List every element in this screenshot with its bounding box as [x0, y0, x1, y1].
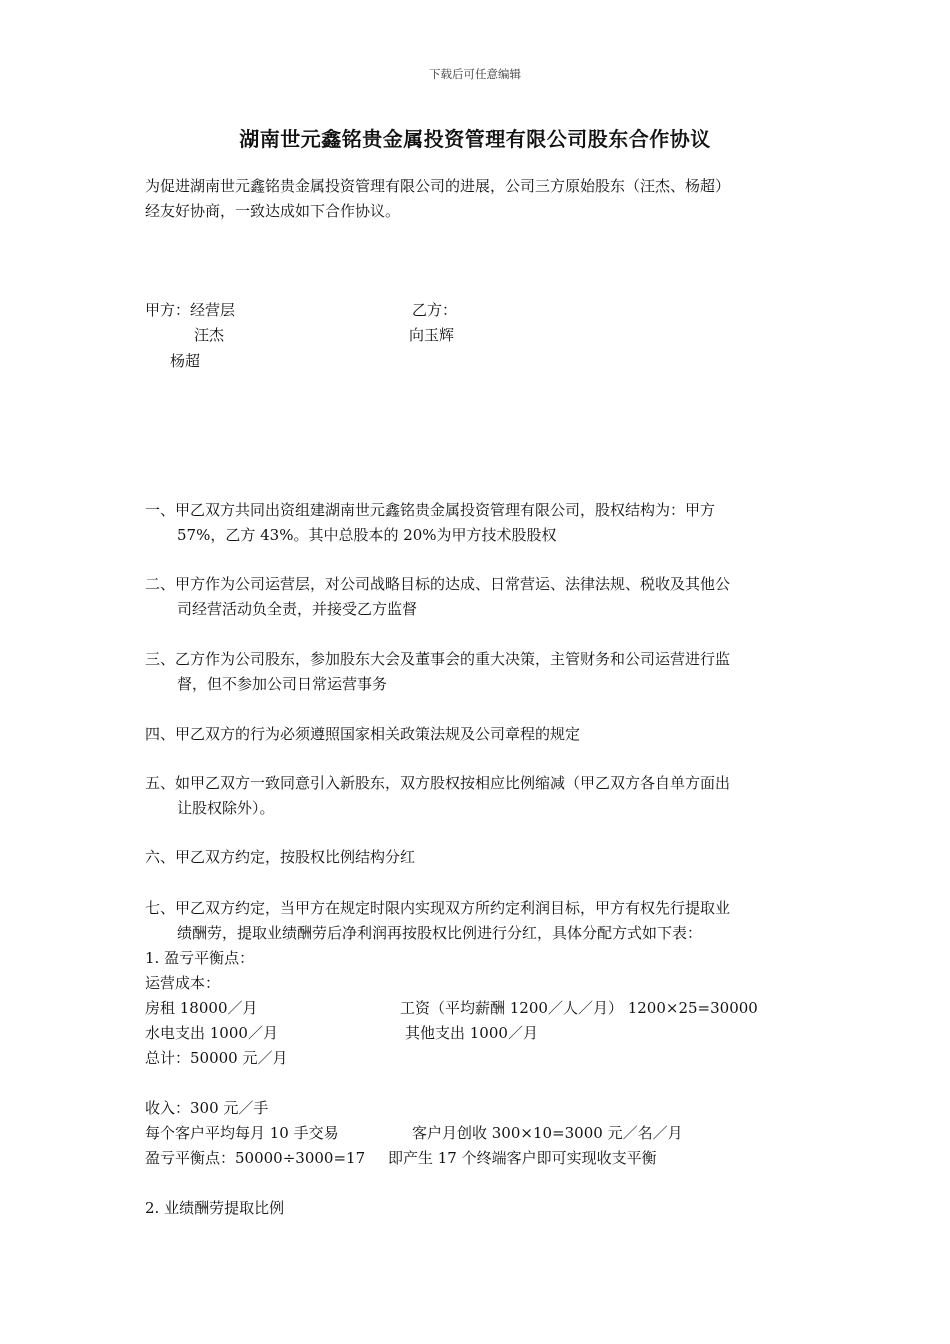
- clause-2-line-1: 二、甲方作为公司运营层，对公司战略目标的达成、日常营运、法律法规、税收及其他公: [145, 575, 731, 593]
- clause-7-line-2: 绩酬劳，提取业绩酬劳后净利润再按股权比例进行分红，具体分配方式如下表：: [177, 924, 703, 942]
- salary-cost: 工资（平均薪酬 1200／人／月） 1200×25=30000: [400, 999, 758, 1017]
- clause-4-line-1: 四、甲乙双方的行为必须遵照国家相关政策法规及公司章程的规定: [145, 725, 581, 743]
- party-a-label: 甲方：经营层: [145, 301, 236, 319]
- clause-3-line-1: 三、乙方作为公司股东，参加股东大会及董事会的重大决策，主管财务和公司运营进行监: [145, 650, 731, 668]
- clause-2-line-2: 司经营活动负全责，并接受乙方监督: [177, 600, 418, 618]
- total-cost: 总计：50000 元／月: [145, 1049, 288, 1067]
- document-title: 湖南世元鑫铭贵金属投资管理有限公司股东合作协议: [239, 127, 711, 151]
- trades-per-client: 每个客户平均每月 10 手交易: [145, 1124, 339, 1142]
- intro-line-1: 为促进湖南世元鑫铭贵金属投资管理有限公司的进展，公司三方原始股东（汪杰、杨超）: [145, 177, 731, 195]
- clause-5-line-2: 让股权除外）。: [177, 799, 275, 817]
- clause-1-line-1: 一、甲乙双方共同出资组建湖南世元鑫铭贵金属投资管理有限公司，股权结构为：甲方: [145, 501, 716, 519]
- operating-cost-label: 运营成本：: [145, 974, 221, 992]
- party-b-member-1: 向玉辉: [409, 326, 455, 344]
- section-2-heading: 2. 业绩酬劳提取比例: [145, 1199, 285, 1217]
- header-note: 下载后可任意编辑: [429, 67, 521, 81]
- clause-6-line-1: 六、甲乙双方约定，按股权比例结构分红: [145, 848, 416, 866]
- party-a-member-2: 杨超: [170, 352, 201, 370]
- breakeven-calculation: 盈亏平衡点：50000÷3000=17: [145, 1149, 366, 1167]
- breakeven-note: 即产生 17 个终端客户即可实现收支平衡: [388, 1149, 657, 1167]
- rent-cost: 房租 18000／月: [145, 999, 258, 1017]
- clause-7-line-1: 七、甲乙双方约定，当甲方在规定时限内实现双方所约定利润目标，甲方有权先行提取业: [145, 899, 731, 917]
- party-a-member-1: 汪杰: [194, 326, 225, 344]
- clause-1-line-2: 57%，乙方 43%。其中总股本的 20%为甲方技术股股权: [177, 526, 557, 544]
- income-per-trade: 收入：300 元／手: [145, 1099, 269, 1117]
- utilities-cost: 水电支出 1000／月: [145, 1024, 278, 1042]
- clause-3-line-2: 督，但不参加公司日常运营事务: [177, 675, 388, 693]
- client-monthly-income: 客户月创收 300×10=3000 元／名／月: [412, 1124, 683, 1142]
- other-cost: 其他支出 1000／月: [405, 1024, 538, 1042]
- clause-5-line-1: 五、如甲乙双方一致同意引入新股东，双方股权按相应比例缩减（甲乙双方各自单方面出: [145, 774, 731, 792]
- party-b-label: 乙方：: [412, 301, 458, 319]
- breakeven-heading: 1. 盈亏平衡点：: [145, 949, 255, 967]
- intro-line-2: 经友好协商，一致达成如下合作协议。: [145, 202, 401, 220]
